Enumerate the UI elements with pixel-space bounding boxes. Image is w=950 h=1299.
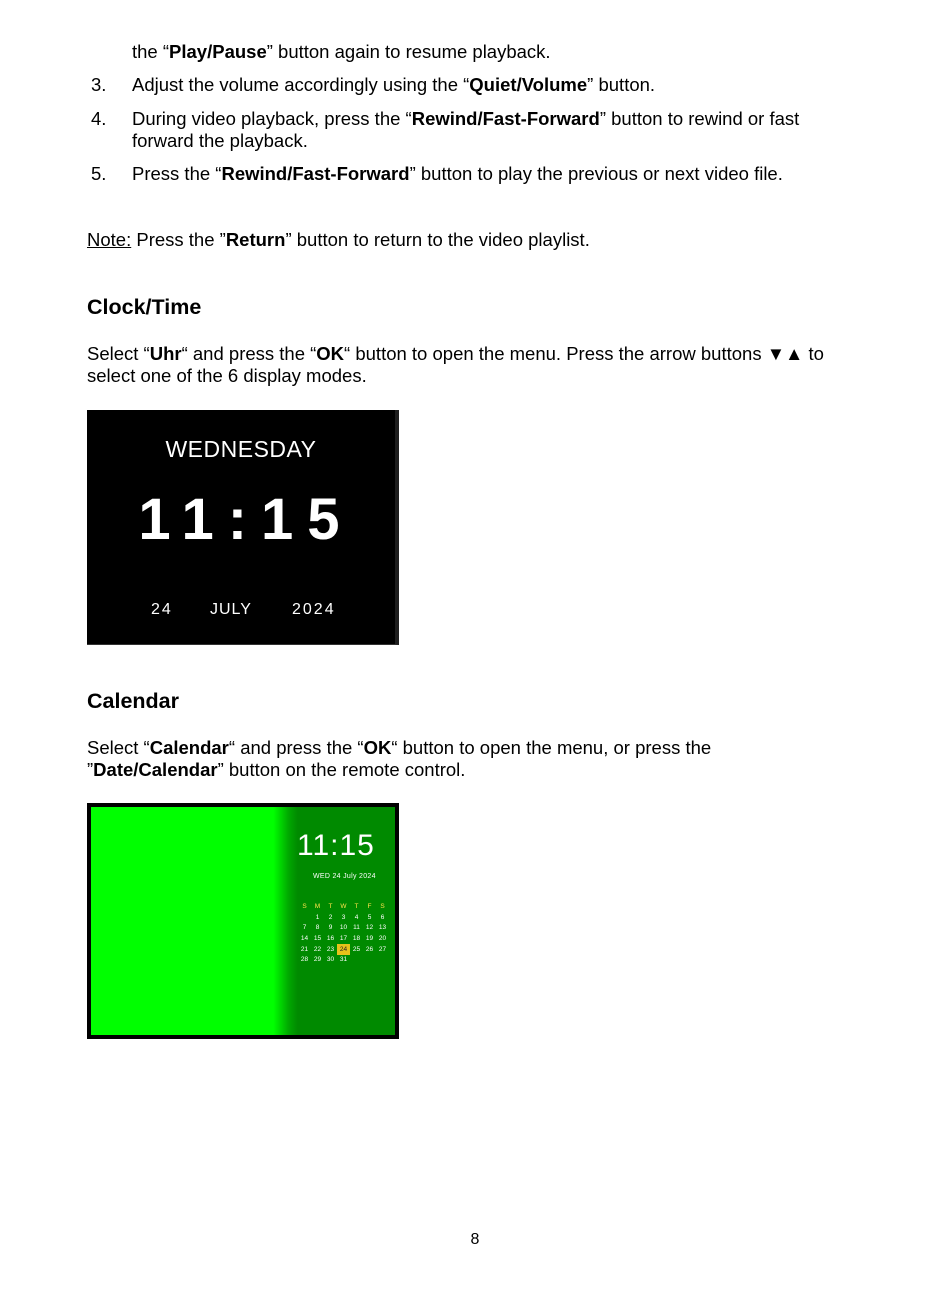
text: “ and press the “ — [228, 737, 364, 758]
calendar-day: 23 — [326, 945, 335, 953]
quiet-volume-label: Quiet/Volume — [469, 74, 588, 95]
text: Select “ — [87, 343, 150, 364]
calendar-day: 19 — [365, 935, 374, 943]
clock-date-year: 2024 — [292, 601, 336, 618]
calendar-week-row — [298, 913, 389, 924]
rewind-ff-label: Rewind/Fast-Forward — [411, 108, 600, 129]
calendar-week-row — [298, 955, 389, 966]
play-pause-label: Play/Pause — [169, 41, 267, 62]
clock-date-month: JULY — [210, 601, 252, 618]
list-number-5: 5. — [91, 163, 107, 184]
calendar-day: 11 — [353, 924, 360, 932]
calendar-day: 20 — [378, 935, 387, 943]
calendar-date: WED 24 July 2024 — [313, 873, 376, 880]
calendar-label: Calendar — [149, 737, 229, 758]
calendar-day: 1 — [315, 913, 320, 921]
list-item-4 — [132, 108, 852, 152]
ok-label: OK — [316, 343, 345, 364]
text: “ and press the “ — [181, 343, 317, 364]
calendar-week-row — [298, 934, 389, 945]
calendar-display-image — [87, 803, 399, 1039]
calendar-weekday: T — [354, 903, 359, 911]
clock-weekday: WEDNESDAY — [165, 436, 317, 462]
clock-display-image — [87, 410, 399, 645]
calendar-day: 27 — [378, 945, 387, 953]
text: “ button to open the menu, or press the ” — [87, 737, 712, 780]
page-number: 8 — [470, 1231, 480, 1248]
return-label: Return — [225, 229, 286, 250]
note-label: Note: — [87, 229, 132, 250]
calendar-weekday: M — [314, 903, 321, 911]
calendar-week-row — [298, 944, 389, 955]
calendar-day: 28 — [300, 956, 309, 964]
calendar-day: 17 — [339, 935, 348, 943]
text: ” button on the remote control. — [217, 759, 466, 780]
calendar-day: 3 — [341, 913, 346, 921]
calendar-heading: Calendar — [87, 689, 180, 713]
calendar-day: 12 — [365, 924, 374, 932]
calendar-time: 11:15 — [297, 829, 375, 862]
calendar-day — [363, 955, 376, 966]
text: ” button again to resume playback. — [266, 41, 551, 62]
calendar-day: 15 — [313, 935, 322, 943]
uhr-label: Uhr — [149, 343, 182, 364]
list-number-4: 4. — [91, 108, 107, 129]
clock-time: 11:15 — [138, 487, 354, 552]
calendar-day: 21 — [300, 945, 309, 953]
calendar-day: 8 — [315, 924, 320, 932]
calendar-day: 2 — [328, 913, 333, 921]
text: ” button. — [587, 74, 656, 95]
ok-label: OK — [363, 737, 392, 758]
rewind-ff-label: Rewind/Fast-Forward — [221, 163, 410, 184]
calendar-weekday: S — [380, 903, 385, 911]
calendar-grid — [298, 902, 389, 966]
calendar-day — [350, 955, 363, 966]
calendar-weekday: F — [367, 903, 372, 911]
text: Select “ — [87, 737, 150, 758]
calendar-day: 30 — [326, 956, 335, 964]
calendar-day: 5 — [367, 913, 372, 921]
text: Press the ” — [131, 229, 226, 250]
list-number-3: 3. — [91, 74, 107, 95]
text: During video playback, press the “ — [132, 108, 412, 129]
clock-instructions — [87, 343, 877, 387]
text: ” button to play the previous or next video file. — [409, 163, 783, 184]
calendar-week-row — [298, 923, 389, 934]
calendar-day: 18 — [352, 935, 361, 943]
calendar-day: 31 — [339, 956, 348, 964]
calendar-day: 7 — [302, 924, 307, 932]
calendar-weekday: W — [340, 903, 347, 911]
text: the “ — [132, 41, 170, 62]
calendar-instructions — [87, 737, 787, 781]
text: ” button to return to the video playlist. — [285, 229, 590, 250]
calendar-day: 14 — [300, 935, 309, 943]
calendar-day: 29 — [313, 956, 322, 964]
calendar-weekday: T — [328, 903, 333, 911]
calendar-weekday: S — [302, 903, 307, 911]
list-item-3 — [132, 74, 872, 96]
note — [87, 229, 867, 251]
calendar-day — [376, 955, 389, 966]
calendar-day — [298, 913, 311, 924]
text: ” button to rewind or fast forward the playback. — [132, 108, 800, 151]
date-calendar-label: Date/Calendar — [93, 759, 218, 780]
clock-heading: Clock/Time — [87, 295, 202, 319]
calendar-day: 6 — [380, 913, 385, 921]
calendar-day: 13 — [378, 924, 387, 932]
clock-date-day: 24 — [151, 601, 173, 618]
calendar-day: 22 — [313, 945, 322, 953]
calendar-day: 9 — [328, 924, 333, 932]
calendar-day: 10 — [339, 924, 348, 932]
calendar-day: 25 — [352, 945, 361, 953]
calendar-day-today: 24 — [337, 944, 350, 955]
list-item-5 — [132, 163, 872, 185]
calendar-screen — [91, 807, 395, 1035]
text: “ button to open the menu. Press the arrow buttons ▼▲ to select one of the 6 display modes. — [87, 343, 824, 386]
calendar-weekday-row — [298, 902, 389, 913]
text: Press the “ — [132, 163, 222, 184]
calendar-day: 26 — [365, 945, 374, 953]
calendar-day: 4 — [354, 913, 359, 921]
calendar-day: 16 — [326, 935, 335, 943]
text: Adjust the volume accordingly using the “ — [132, 74, 470, 95]
step-2-continuation — [132, 41, 892, 63]
